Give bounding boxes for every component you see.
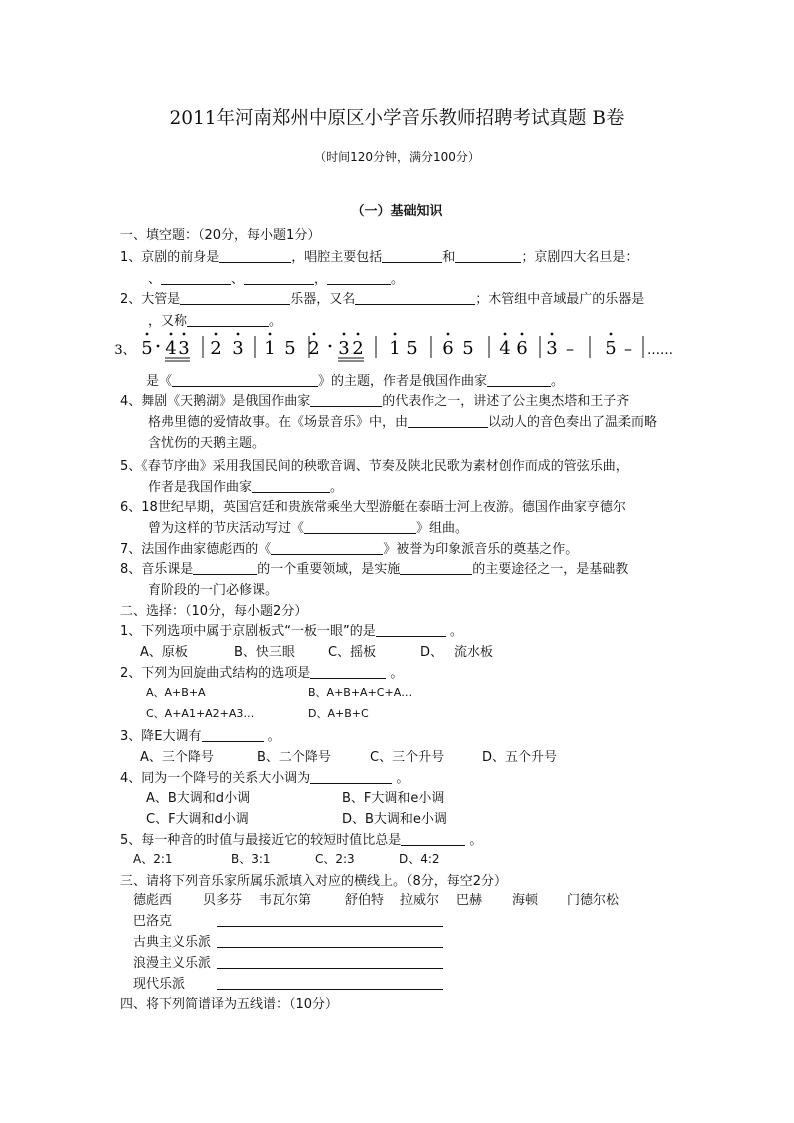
page-subtitle: （时间120分钟，满分100分） (314, 150, 480, 164)
mc1-stem: 1、下列选项中属于京剧板式“一板一眼”的是 。 (120, 624, 463, 639)
octave-dot (343, 333, 346, 336)
octave-dot (237, 333, 240, 336)
part1-heading: 一、填空题：（20分，每小题1分） (120, 228, 321, 243)
mc4-stem: 4、同为一个降号的关系大小调为 。 (120, 771, 410, 786)
octave-dot (551, 333, 554, 336)
part2-heading: 二、选择：（10分，每小题2分） (120, 604, 308, 619)
part3-heading: 三、请将下列音乐家所属乐派填入对应的横线上。（8分，每空2分） (120, 874, 508, 889)
jianpu-note: 5 (605, 338, 617, 359)
jianpu-note: 3 (178, 338, 190, 359)
octave-dot (215, 333, 218, 336)
section-heading: （一）基础知识 (351, 204, 443, 219)
octave-dot (357, 333, 360, 336)
q2-line2: ，又称 。 (148, 314, 283, 329)
jianpu-notation (114, 332, 680, 364)
q6-line1: 6、18世纪早期，英国宫廷和贵族常乘坐大型游艇在泰晤士河上夜游。德国作曲家亨德尔 (120, 500, 626, 515)
jianpu-note: 2 (210, 338, 222, 359)
jianpu-note: 2 (352, 338, 364, 359)
octave-dot (146, 333, 149, 336)
mc2-stem: 2、下列为回旋曲式结构的选项是 。 (120, 666, 404, 681)
jianpu-note: 1 (389, 338, 401, 359)
jianpu-note: 3 (338, 338, 350, 359)
jianpu-note: 5 (284, 338, 296, 359)
augmentation-dot (329, 345, 332, 348)
mc2-options-row1: A、A+B+A B、A+B+A+C+A… (146, 686, 413, 699)
q2-line1: 2、大管是 乐器，又名 ；木管组中音域最广的乐器是 (120, 292, 645, 307)
octave-dot (269, 333, 272, 336)
q4-line3: 含忧伤的天鹅主题。 (148, 436, 266, 451)
jianpu-note: 1 (264, 338, 276, 359)
sustain-dash: – (624, 339, 632, 358)
q8-line2: 育阶段的一门必修课。 (148, 583, 279, 598)
octave-dot (504, 333, 507, 336)
page-title: 2011年河南郑州中原区小学音乐教师招聘考试真题 B卷 (169, 108, 625, 129)
q1-line1: 1、京剧的前身是 ，唱腔主要包括 和 ；京剧四大名旦是： (120, 250, 639, 265)
jianpu-note: 2 (308, 338, 320, 359)
q3-label: 3、 (114, 343, 136, 358)
school-row-baroque: 巴洛克 (133, 910, 443, 929)
q5-line1: 5、《春节序曲》采用我国民间的秧歌音调、节奏及陕北民歌为素材创作而成的管弦乐曲， (120, 459, 629, 474)
sustain-dash: – (566, 339, 574, 358)
school-row-modern: 现代乐派 (133, 973, 443, 992)
octave-dot (170, 333, 173, 336)
jianpu-note: 4 (499, 338, 511, 359)
jianpu-svg (114, 332, 680, 372)
jianpu-note: 6 (442, 338, 454, 359)
mc3-options: A、三个降号 B、二个降号 C、三个升号 D、五个升号 (140, 750, 558, 765)
octave-dot (394, 333, 397, 336)
jianpu-note: 5 (406, 338, 418, 359)
q4-line1: 4、舞剧《天鹅湖》是俄国作曲家 的代表作之一，讲述了公主奥杰塔和王子齐 (120, 394, 630, 409)
octave-dot (183, 333, 186, 336)
jianpu-note: 3 (232, 338, 244, 359)
mc1-options: A、原板 B、快三眼 C、摇板 D、 流水板 (140, 645, 494, 660)
part4-heading: 四、将下列简谱译为五线谱：（10分） (120, 997, 339, 1012)
octave-dot (521, 333, 524, 336)
mc2-options-row2: C、A+A1+A2+A3… D、A+B+C (146, 707, 369, 720)
mc4-options-row1: A、B大调和d小调 B、F大调和e小调 (146, 791, 445, 806)
mc4-options-row2: C、F大调和d小调 D、B大调和e小调 (146, 812, 447, 827)
octave-dot (447, 333, 450, 336)
q3-answer-line: 是《 》的主题，作者是俄国作曲家 。 (146, 374, 565, 389)
q4-line2: 格弗里德的爱情故事。在《场景音乐》中，由 以动人的音色奏出了温柔而略 (148, 415, 658, 430)
jianpu-note: 3 (546, 338, 558, 359)
school-row-classical: 古典主义乐派 (133, 931, 443, 950)
q1-line2: 、 、 ， 。 (148, 272, 405, 287)
jianpu-note: 6 (516, 338, 528, 359)
octave-dot (313, 333, 316, 336)
mc5-options: A、2:1 B、3:1 C、2:3 D、4:2 (133, 852, 440, 866)
school-row-romantic: 浪漫主义乐派 (133, 952, 443, 971)
q5-line2: 作者是我国作曲家 。 (148, 480, 344, 495)
mc3-stem: 3、降E大调有 。 (120, 729, 281, 744)
jianpu-note: 5 (141, 338, 153, 359)
composer-names: 德彪西 贝多芬 韦瓦尔第 舒伯特 拉威尔 巴赫 海顿 门德尔松 (133, 893, 620, 908)
jianpu-note: 5 (462, 338, 474, 359)
q8-line1: 8、音乐课是 的一个重要领域，是实施 的主要途径之一，是基础教 (120, 562, 629, 577)
mc5-stem: 5、每一种音的时值与最接近它的较短时值比总是 。 (120, 833, 483, 848)
jianpu-note: 4 (165, 338, 177, 359)
augmentation-dot (157, 345, 160, 348)
q7-line: 7、法国作曲家德彪西的《 》被誉为印象派音乐的奠基之作。 (120, 542, 579, 557)
q6-line2: 曾为这样的节庆活动写过《 》组曲。 (148, 521, 469, 536)
octave-dot (610, 333, 613, 336)
continuation-mark: …… (647, 343, 673, 358)
